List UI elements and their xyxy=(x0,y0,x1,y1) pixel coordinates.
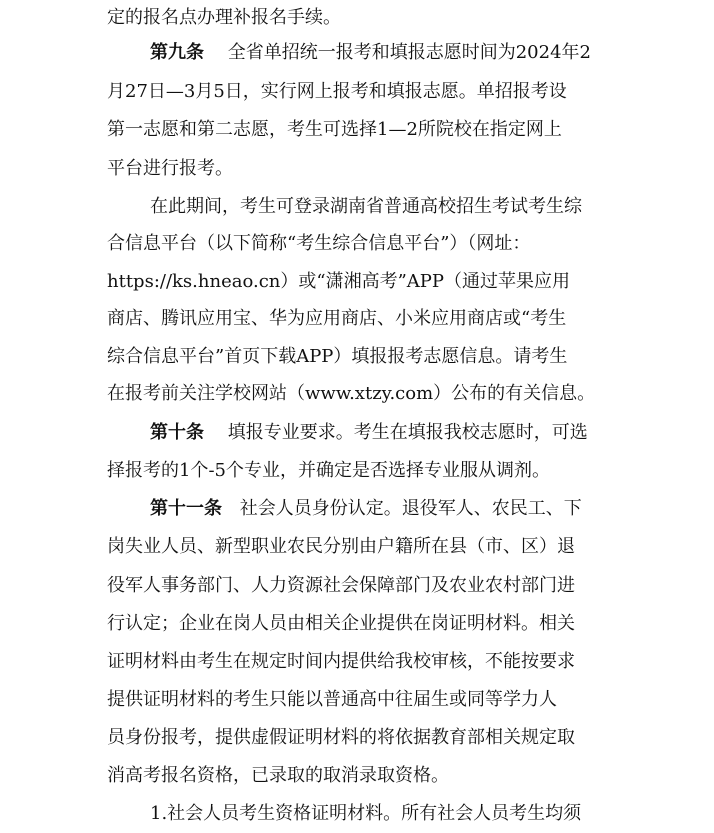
text-line-4 xyxy=(107,118,714,142)
text-line-11 xyxy=(107,382,714,406)
text-content: 定的报名点办理补报名手续。 xyxy=(107,7,341,28)
article-10-first-line: 填报专业要求。考生在填报我校志愿时，可选 xyxy=(227,422,588,443)
text-content: 平台进行报考。 xyxy=(107,158,233,179)
text-content: 商店、腾讯应用宝、华为应用商店、小米应用商店或“考生 xyxy=(107,308,567,329)
text-line-14 xyxy=(107,459,714,483)
text-line-24 xyxy=(150,802,714,826)
text-line-18 xyxy=(107,574,714,598)
article-9-first-line: 全省单招统一报考和填报志愿时间为2024年2 xyxy=(227,42,591,63)
article-10-heading-line xyxy=(150,421,714,445)
text-line-7 xyxy=(107,232,714,256)
text-content: 消高考报名资格，已录取的取消录取资格。 xyxy=(107,765,449,786)
text-content: 岗失业人员、新型职业农民分别由户籍所在县（市、区）退 xyxy=(107,536,575,557)
text-content: 行认定；企业在岗人员由相关企业提供在岗证明材料。相关 xyxy=(107,613,575,634)
text-line-6 xyxy=(150,195,714,219)
text-line-22 xyxy=(107,726,714,750)
text-content: 提供证明材料的考生只能以普通高中往届生或同等学力人 xyxy=(107,689,557,710)
text-line-5 xyxy=(107,157,714,181)
article-11-first-line: 社会人员身份认定。退役军人、农民工、下 xyxy=(239,498,582,519)
text-content: https://ks.hneao.cn）或“潇湘高考”APP（通过苹果应用 xyxy=(107,271,570,292)
article-11-label: 第十一条 xyxy=(150,498,222,519)
text-line-21 xyxy=(107,688,714,712)
text-line-19 xyxy=(107,612,714,636)
article-9-heading-line xyxy=(150,41,714,65)
text-line-17 xyxy=(107,535,714,559)
text-line-23 xyxy=(107,764,714,788)
text-line-8 xyxy=(107,270,714,294)
text-content: 役军人事务部门、人力资源社会保障部门及农业农村部门进 xyxy=(107,575,575,596)
text-content: 择报考的1个-5个专业，并确定是否选择专业服从调剂。 xyxy=(107,460,550,481)
text-content: 第一志愿和第二志愿，考生可选择1—2所院校在指定网上 xyxy=(107,119,562,140)
text-content: 证明材料由考生在规定时间内提供给我校审核，不能按要求 xyxy=(107,651,575,672)
text-content: 合信息平台（以下简称“考生综合信息平台”）（网址： xyxy=(107,233,531,254)
text-line-9 xyxy=(107,307,714,331)
text-content: 月27日—3月5日，实行网上报考和填报志愿。单招报考设 xyxy=(107,81,567,102)
article-10-label: 第十条 xyxy=(150,422,204,443)
article-9-label: 第九条 xyxy=(150,42,204,63)
text-line-10 xyxy=(107,345,714,369)
text-content: 在此期间，考生可登录湖南省普通高校招生考试考生综 xyxy=(150,196,582,217)
text-line-1 xyxy=(107,6,714,30)
text-line-20 xyxy=(107,650,714,674)
text-line-3 xyxy=(107,80,714,104)
article-11-heading-line xyxy=(150,497,714,521)
text-content: 1.社会人员考生资格证明材料。所有社会人员考生均须 xyxy=(150,803,582,824)
text-content: 员身份报考，提供虚假证明材料的将依据教育部相关规定取 xyxy=(107,727,575,748)
text-content: 在报考前关注学校网站（www.xtzy.com）公布的有关信息。 xyxy=(107,383,596,404)
text-content: 综合信息平台”首页下载APP）填报报考志愿信息。请考生 xyxy=(107,346,568,367)
